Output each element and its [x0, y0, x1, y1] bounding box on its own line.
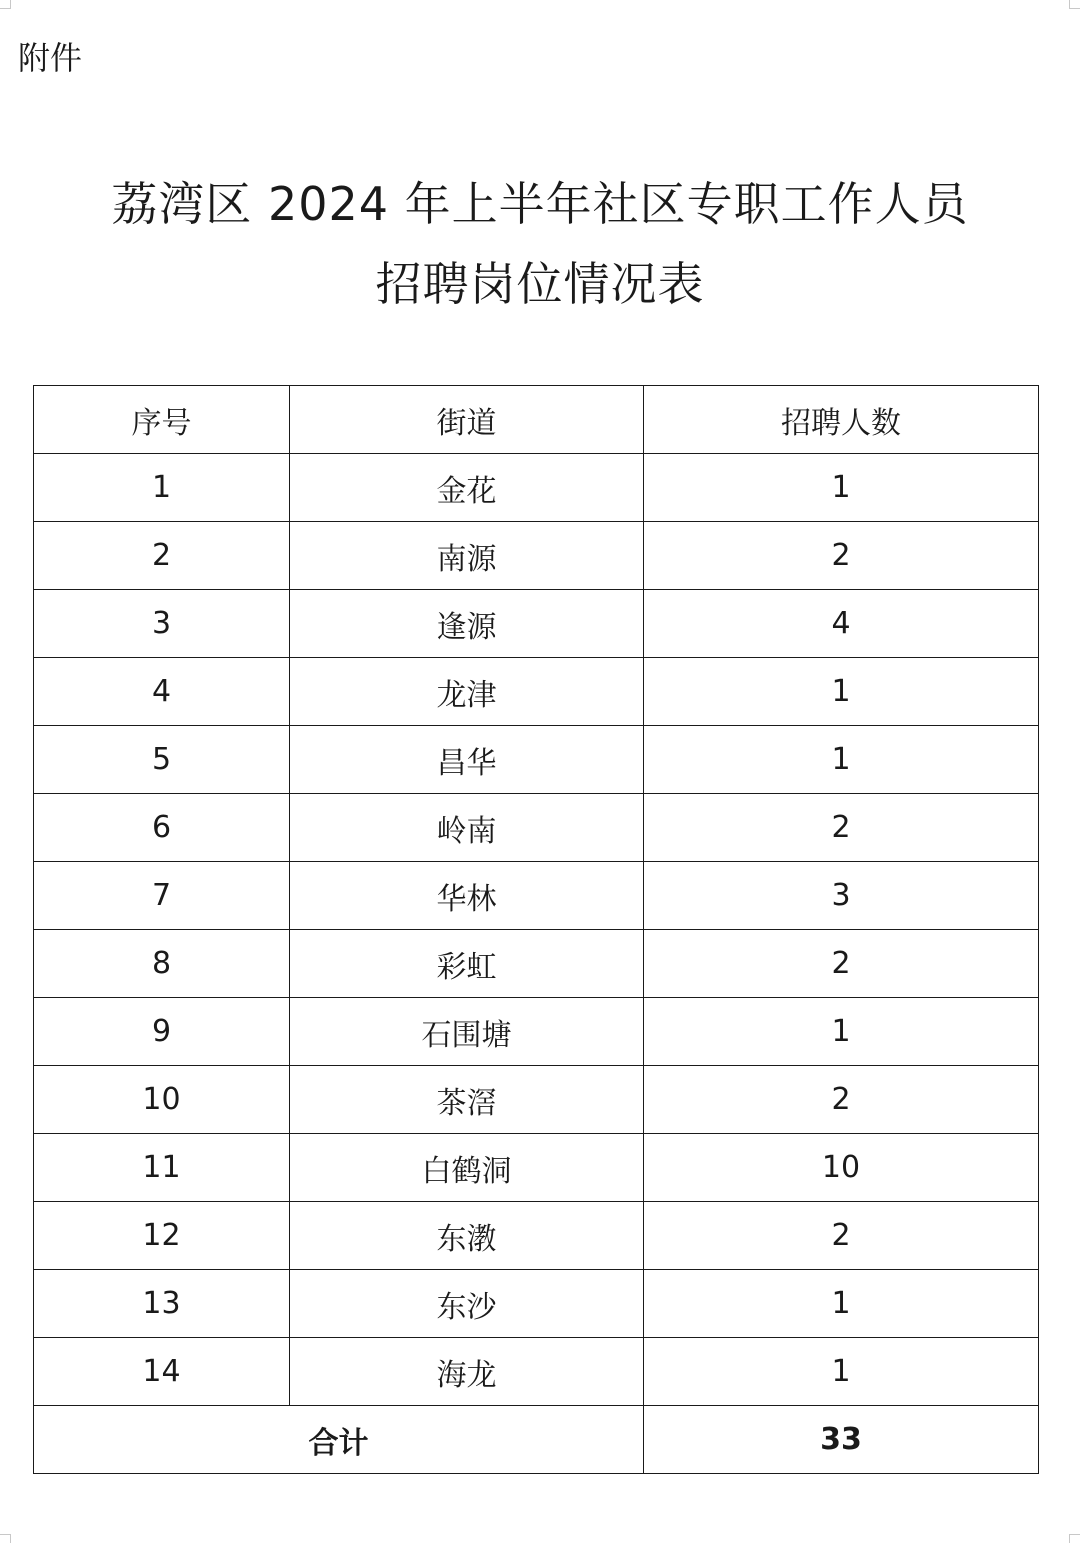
cell-serial-number: 7 [34, 862, 290, 930]
cell-street: 南源 [290, 522, 644, 590]
table-row [34, 930, 1039, 998]
cell-recruit-count: 2 [644, 794, 1039, 862]
cell-recruit-count: 1 [644, 1270, 1039, 1338]
table-row [34, 1270, 1039, 1338]
table-body [34, 454, 1039, 1474]
header-street: 街道 [290, 386, 644, 454]
cell-street: 彩虹 [290, 930, 644, 998]
recruitment-table [33, 385, 1039, 1474]
cell-recruit-count: 2 [644, 930, 1039, 998]
cell-serial-number: 5 [34, 726, 290, 794]
cell-street: 华林 [290, 862, 644, 930]
header-serial-number: 序号 [34, 386, 290, 454]
table-row [34, 1202, 1039, 1270]
cell-serial-number: 13 [34, 1270, 290, 1338]
cell-street: 金花 [290, 454, 644, 522]
cell-recruit-count: 1 [644, 454, 1039, 522]
cell-street: 逢源 [290, 590, 644, 658]
cell-street: 石围塘 [290, 998, 644, 1066]
cell-serial-number: 9 [34, 998, 290, 1066]
cell-recruit-count: 1 [644, 726, 1039, 794]
cell-street: 龙津 [290, 658, 644, 726]
title-line-1: 荔湾区 2024 年上半年社区专职工作人员 [111, 177, 969, 231]
cell-recruit-count: 1 [644, 658, 1039, 726]
cell-serial-number: 4 [34, 658, 290, 726]
cell-serial-number: 1 [34, 454, 290, 522]
cell-serial-number: 14 [34, 1338, 290, 1406]
cell-recruit-count: 2 [644, 522, 1039, 590]
total-label: 合计 [34, 1406, 644, 1474]
cell-serial-number: 11 [34, 1134, 290, 1202]
table-row [34, 522, 1039, 590]
table-total-row [34, 1406, 1039, 1474]
cell-serial-number: 8 [34, 930, 290, 998]
cell-serial-number: 6 [34, 794, 290, 862]
cell-recruit-count: 1 [644, 998, 1039, 1066]
header-recruit-count: 招聘人数 [644, 386, 1039, 454]
table-row [34, 1338, 1039, 1406]
cell-serial-number: 12 [34, 1202, 290, 1270]
title-line-2: 招聘岗位情况表 [375, 257, 705, 311]
cell-serial-number: 10 [34, 1066, 290, 1134]
table-row [34, 658, 1039, 726]
cell-recruit-count: 1 [644, 1338, 1039, 1406]
table-row [34, 726, 1039, 794]
cell-street: 海龙 [290, 1338, 644, 1406]
cell-recruit-count: 4 [644, 590, 1039, 658]
cell-street: 东漖 [290, 1202, 644, 1270]
cell-street: 岭南 [290, 794, 644, 862]
crop-mark-top-left [0, 0, 11, 9]
attachment-label: 附件 [18, 39, 83, 77]
table-header-row [34, 386, 1039, 454]
table-row [34, 794, 1039, 862]
table-row [34, 590, 1039, 658]
crop-mark-bottom-right [1069, 1534, 1080, 1543]
crop-mark-top-right [1069, 0, 1080, 9]
table-row [34, 1066, 1039, 1134]
table-row [34, 998, 1039, 1066]
table-row [34, 454, 1039, 522]
cell-recruit-count: 3 [644, 862, 1039, 930]
table-row [34, 862, 1039, 930]
cell-street: 白鹤洞 [290, 1134, 644, 1202]
cell-recruit-count: 10 [644, 1134, 1039, 1202]
cell-street: 东沙 [290, 1270, 644, 1338]
page-title [0, 164, 1080, 324]
table-row [34, 1134, 1039, 1202]
cell-street: 茶滘 [290, 1066, 644, 1134]
total-value: 33 [644, 1406, 1039, 1474]
cell-street: 昌华 [290, 726, 644, 794]
cell-recruit-count: 2 [644, 1202, 1039, 1270]
cell-serial-number: 2 [34, 522, 290, 590]
crop-mark-bottom-left [0, 1534, 11, 1543]
cell-recruit-count: 2 [644, 1066, 1039, 1134]
cell-serial-number: 3 [34, 590, 290, 658]
